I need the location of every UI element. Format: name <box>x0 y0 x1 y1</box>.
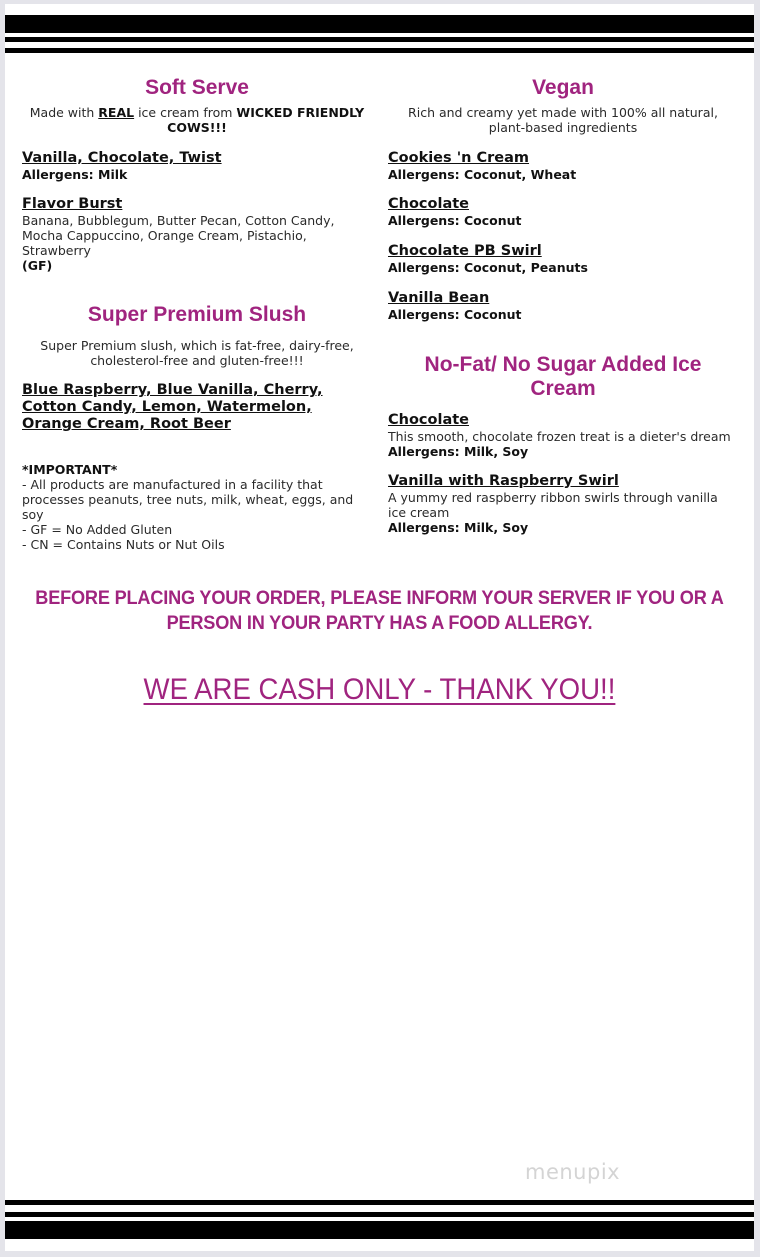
top-stripe-thin-2 <box>5 48 754 53</box>
soft-serve-item <box>22 196 372 273</box>
item-description: Banana, Bubblegum, Butter Pecan, Cotton Candy, Mocha Cappuccino, Orange Cream, Pistachio, Strawberry <box>22 213 335 258</box>
cash-only-notice: WE ARE CASH ONLY - THANK YOU!! <box>143 673 616 706</box>
item-title: Blue Raspberry, Blue Vanilla, Cherry, Cotton Candy, Lemon, Watermelon, Orange Cream, Root Beer <box>22 382 323 432</box>
item-description: A yummy red raspberry ribbon swirls through vanilla ice cream <box>388 490 718 520</box>
item-description: This smooth, chocolate frozen treat is a dieter's dream <box>388 429 731 444</box>
vegan-item <box>388 290 738 322</box>
item-allergens: Allergens: Coconut, Wheat <box>388 167 577 182</box>
bottom-stripe-thin-1 <box>5 1200 754 1205</box>
bottom-stripe-thick <box>5 1221 754 1239</box>
note-line: - All products are manufactured in a facility that processes peanuts, tree nuts, milk, wheat, eggs, and soy <box>22 477 354 522</box>
vegan-subtext: Rich and creamy yet made with 100% all natural, plant-based ingredients <box>408 105 718 135</box>
item-allergens: Allergens: Milk <box>22 167 128 182</box>
item-title: Vanilla Bean <box>388 290 490 306</box>
item-title: Flavor Burst <box>22 196 123 212</box>
vegan-heading: Vegan <box>532 76 594 99</box>
item-title: Vanilla with Raspberry Swirl <box>388 473 619 489</box>
no-fat-heading: No-Fat/ No Sugar Added Ice Cream <box>424 353 702 400</box>
vegan-item <box>388 196 738 228</box>
note-title: *IMPORTANT* <box>22 462 118 477</box>
soft-serve-item <box>22 150 372 182</box>
slush-heading: Super Premium Slush <box>87 303 307 326</box>
slush-subtext: Super Premium slush, which is fat-free, dairy-free, cholesterol-free and gluten-free!!! <box>40 338 354 368</box>
no-fat-item <box>388 412 738 459</box>
soft-serve-heading: Soft Serve <box>145 76 249 99</box>
soft-serve-subtext: Made with REAL ice cream from WICKED FRIENDLY COWS!!! <box>29 105 365 135</box>
note-line: - CN = Contains Nuts or Nut Oils <box>22 537 225 552</box>
menu-page <box>5 4 754 1251</box>
allergy-warning: BEFORE PLACING YOUR ORDER, PLEASE INFORM YOUR SERVER IF YOU OR A PERSON IN YOUR PARTY HAS A FOOD ALLERGY. <box>35 587 724 634</box>
item-title: Cookies 'n Cream <box>388 150 530 166</box>
note-line: - GF = No Added Gluten <box>22 522 173 537</box>
no-fat-item <box>388 473 738 535</box>
top-stripe-thick <box>5 15 754 33</box>
bottom-stripe-thin-2 <box>5 1212 754 1217</box>
item-title: Chocolate PB Swirl <box>388 243 542 259</box>
vegan-item <box>388 243 738 275</box>
item-allergens: Allergens: Coconut <box>388 213 522 228</box>
item-allergens: Allergens: Milk, Soy <box>388 444 529 459</box>
item-allergens: Allergens: Coconut <box>388 307 522 322</box>
important-note <box>22 462 372 552</box>
item-title: Chocolate <box>388 196 470 212</box>
watermark-logo: menupix <box>525 1160 621 1184</box>
item-allergens: Allergens: Coconut, Peanuts <box>388 260 588 275</box>
item-title: Chocolate <box>388 412 470 428</box>
vegan-item <box>388 150 738 182</box>
item-allergens: Allergens: Milk, Soy <box>388 520 529 535</box>
slush-flavors <box>22 382 372 433</box>
top-stripe-thin-1 <box>5 37 754 42</box>
item-tag: (GF) <box>22 258 53 273</box>
item-title: Vanilla, Chocolate, Twist <box>22 150 222 166</box>
